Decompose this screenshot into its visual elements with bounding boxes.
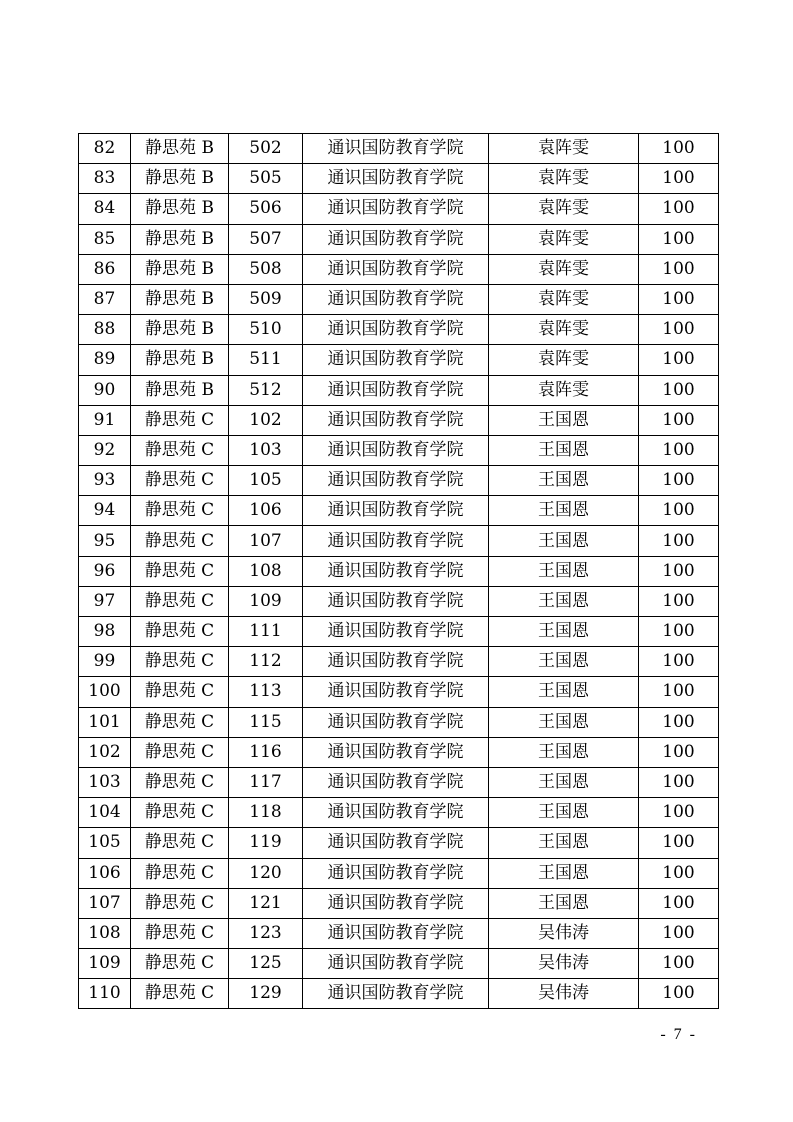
building-cell: 静思苑 C <box>131 707 229 737</box>
score-cell: 100 <box>639 798 719 828</box>
name-cell: 王国恩 <box>489 617 639 647</box>
score-cell: 100 <box>639 315 719 345</box>
row-number-cell: 84 <box>79 194 131 224</box>
room-cell: 121 <box>229 888 303 918</box>
room-cell: 103 <box>229 435 303 465</box>
building-cell: 静思苑 B <box>131 224 229 254</box>
room-cell: 111 <box>229 617 303 647</box>
row-number-cell: 92 <box>79 435 131 465</box>
table-row <box>79 466 719 496</box>
name-cell: 袁阵雯 <box>489 164 639 194</box>
building-cell: 静思苑 B <box>131 164 229 194</box>
score-cell: 100 <box>639 164 719 194</box>
building-cell: 静思苑 C <box>131 798 229 828</box>
building-cell: 静思苑 B <box>131 194 229 224</box>
table-body <box>79 134 719 1009</box>
table-row <box>79 918 719 948</box>
building-cell: 静思苑 C <box>131 767 229 797</box>
name-cell: 袁阵雯 <box>489 254 639 284</box>
row-number-cell: 106 <box>79 858 131 888</box>
name-cell: 袁阵雯 <box>489 375 639 405</box>
building-cell: 静思苑 C <box>131 677 229 707</box>
row-number-cell: 89 <box>79 345 131 375</box>
name-cell: 王国恩 <box>489 435 639 465</box>
name-cell: 王国恩 <box>489 556 639 586</box>
department-cell: 通识国防教育学院 <box>303 284 489 314</box>
score-cell: 100 <box>639 918 719 948</box>
department-cell: 通识国防教育学院 <box>303 164 489 194</box>
room-cell: 512 <box>229 375 303 405</box>
score-cell: 100 <box>639 586 719 616</box>
row-number-cell: 101 <box>79 707 131 737</box>
row-number-cell: 99 <box>79 647 131 677</box>
name-cell: 王国恩 <box>489 828 639 858</box>
table-row <box>79 134 719 164</box>
department-cell: 通识国防教育学院 <box>303 466 489 496</box>
name-cell: 王国恩 <box>489 405 639 435</box>
table-row <box>79 224 719 254</box>
name-cell: 袁阵雯 <box>489 194 639 224</box>
name-cell: 王国恩 <box>489 798 639 828</box>
table-row <box>79 586 719 616</box>
building-cell: 静思苑 C <box>131 617 229 647</box>
department-cell: 通识国防教育学院 <box>303 737 489 767</box>
room-cell: 115 <box>229 707 303 737</box>
name-cell: 王国恩 <box>489 888 639 918</box>
name-cell: 袁阵雯 <box>489 224 639 254</box>
score-cell: 100 <box>639 345 719 375</box>
row-number-cell: 97 <box>79 586 131 616</box>
building-cell: 静思苑 C <box>131 858 229 888</box>
room-cell: 102 <box>229 405 303 435</box>
score-cell: 100 <box>639 828 719 858</box>
score-cell: 100 <box>639 617 719 647</box>
table-row <box>79 254 719 284</box>
department-cell: 通识国防教育学院 <box>303 828 489 858</box>
score-cell: 100 <box>639 707 719 737</box>
score-cell: 100 <box>639 375 719 405</box>
table-row <box>79 375 719 405</box>
building-cell: 静思苑 B <box>131 254 229 284</box>
room-cell: 502 <box>229 134 303 164</box>
name-cell: 王国恩 <box>489 707 639 737</box>
building-cell: 静思苑 C <box>131 405 229 435</box>
department-cell: 通识国防教育学院 <box>303 949 489 979</box>
department-cell: 通识国防教育学院 <box>303 586 489 616</box>
name-cell: 王国恩 <box>489 466 639 496</box>
building-cell: 静思苑 B <box>131 134 229 164</box>
department-cell: 通识国防教育学院 <box>303 526 489 556</box>
score-cell: 100 <box>639 858 719 888</box>
name-cell: 王国恩 <box>489 496 639 526</box>
room-cell: 505 <box>229 164 303 194</box>
score-cell: 100 <box>639 979 719 1009</box>
table-row <box>79 767 719 797</box>
room-cell: 116 <box>229 737 303 767</box>
row-number-cell: 95 <box>79 526 131 556</box>
department-cell: 通识国防教育学院 <box>303 345 489 375</box>
score-cell: 100 <box>639 496 719 526</box>
room-cell: 129 <box>229 979 303 1009</box>
table-row <box>79 284 719 314</box>
department-cell: 通识国防教育学院 <box>303 134 489 164</box>
score-cell: 100 <box>639 405 719 435</box>
room-cell: 113 <box>229 677 303 707</box>
page-number: - 7 - <box>660 1026 697 1043</box>
table-row <box>79 194 719 224</box>
name-cell: 王国恩 <box>489 677 639 707</box>
row-number-cell: 100 <box>79 677 131 707</box>
table-row <box>79 677 719 707</box>
table-row <box>79 405 719 435</box>
building-cell: 静思苑 C <box>131 435 229 465</box>
table-row <box>79 496 719 526</box>
room-cell: 510 <box>229 315 303 345</box>
department-cell: 通识国防教育学院 <box>303 315 489 345</box>
department-cell: 通识国防教育学院 <box>303 224 489 254</box>
name-cell: 袁阵雯 <box>489 345 639 375</box>
name-cell: 王国恩 <box>489 526 639 556</box>
room-cell: 105 <box>229 466 303 496</box>
table-row <box>79 164 719 194</box>
score-cell: 100 <box>639 224 719 254</box>
name-cell: 王国恩 <box>489 586 639 616</box>
department-cell: 通识国防教育学院 <box>303 677 489 707</box>
table-row <box>79 979 719 1009</box>
department-cell: 通识国防教育学院 <box>303 617 489 647</box>
building-cell: 静思苑 C <box>131 918 229 948</box>
score-cell: 100 <box>639 556 719 586</box>
row-number-cell: 87 <box>79 284 131 314</box>
building-cell: 静思苑 B <box>131 284 229 314</box>
department-cell: 通识国防教育学院 <box>303 767 489 797</box>
dormitory-score-table <box>78 133 719 1009</box>
department-cell: 通识国防教育学院 <box>303 405 489 435</box>
room-cell: 106 <box>229 496 303 526</box>
table-row <box>79 888 719 918</box>
department-cell: 通识国防教育学院 <box>303 918 489 948</box>
score-cell: 100 <box>639 526 719 556</box>
department-cell: 通识国防教育学院 <box>303 979 489 1009</box>
score-cell: 100 <box>639 949 719 979</box>
building-cell: 静思苑 C <box>131 526 229 556</box>
building-cell: 静思苑 B <box>131 315 229 345</box>
row-number-cell: 110 <box>79 979 131 1009</box>
name-cell: 王国恩 <box>489 737 639 767</box>
building-cell: 静思苑 C <box>131 828 229 858</box>
score-cell: 100 <box>639 194 719 224</box>
table-row <box>79 737 719 767</box>
room-cell: 109 <box>229 586 303 616</box>
name-cell: 袁阵雯 <box>489 315 639 345</box>
department-cell: 通识国防教育学院 <box>303 647 489 677</box>
score-cell: 100 <box>639 466 719 496</box>
room-cell: 112 <box>229 647 303 677</box>
room-cell: 507 <box>229 224 303 254</box>
name-cell: 吴伟涛 <box>489 949 639 979</box>
room-cell: 117 <box>229 767 303 797</box>
department-cell: 通识国防教育学院 <box>303 194 489 224</box>
table-row <box>79 858 719 888</box>
score-cell: 100 <box>639 677 719 707</box>
department-cell: 通识国防教育学院 <box>303 375 489 405</box>
name-cell: 吴伟涛 <box>489 918 639 948</box>
room-cell: 120 <box>229 858 303 888</box>
score-cell: 100 <box>639 767 719 797</box>
document-page-body <box>78 133 718 1009</box>
room-cell: 108 <box>229 556 303 586</box>
building-cell: 静思苑 B <box>131 345 229 375</box>
row-number-cell: 82 <box>79 134 131 164</box>
table-row <box>79 798 719 828</box>
room-cell: 123 <box>229 918 303 948</box>
row-number-cell: 104 <box>79 798 131 828</box>
building-cell: 静思苑 C <box>131 466 229 496</box>
row-number-cell: 107 <box>79 888 131 918</box>
department-cell: 通识国防教育学院 <box>303 858 489 888</box>
table-row <box>79 617 719 647</box>
score-cell: 100 <box>639 134 719 164</box>
building-cell: 静思苑 C <box>131 949 229 979</box>
row-number-cell: 94 <box>79 496 131 526</box>
row-number-cell: 98 <box>79 617 131 647</box>
room-cell: 119 <box>229 828 303 858</box>
row-number-cell: 96 <box>79 556 131 586</box>
row-number-cell: 102 <box>79 737 131 767</box>
row-number-cell: 93 <box>79 466 131 496</box>
table-row <box>79 707 719 737</box>
name-cell: 王国恩 <box>489 767 639 797</box>
building-cell: 静思苑 C <box>131 979 229 1009</box>
department-cell: 通识国防教育学院 <box>303 254 489 284</box>
score-cell: 100 <box>639 254 719 284</box>
score-cell: 100 <box>639 737 719 767</box>
room-cell: 509 <box>229 284 303 314</box>
table-row <box>79 435 719 465</box>
room-cell: 125 <box>229 949 303 979</box>
department-cell: 通识国防教育学院 <box>303 798 489 828</box>
room-cell: 107 <box>229 526 303 556</box>
name-cell: 王国恩 <box>489 647 639 677</box>
row-number-cell: 103 <box>79 767 131 797</box>
room-cell: 118 <box>229 798 303 828</box>
department-cell: 通识国防教育学院 <box>303 707 489 737</box>
score-cell: 100 <box>639 888 719 918</box>
score-cell: 100 <box>639 435 719 465</box>
table-row <box>79 828 719 858</box>
row-number-cell: 90 <box>79 375 131 405</box>
row-number-cell: 85 <box>79 224 131 254</box>
row-number-cell: 91 <box>79 405 131 435</box>
row-number-cell: 88 <box>79 315 131 345</box>
department-cell: 通识国防教育学院 <box>303 888 489 918</box>
department-cell: 通识国防教育学院 <box>303 435 489 465</box>
row-number-cell: 105 <box>79 828 131 858</box>
score-cell: 100 <box>639 647 719 677</box>
room-cell: 511 <box>229 345 303 375</box>
room-cell: 508 <box>229 254 303 284</box>
name-cell: 王国恩 <box>489 858 639 888</box>
row-number-cell: 86 <box>79 254 131 284</box>
department-cell: 通识国防教育学院 <box>303 496 489 526</box>
table-row <box>79 526 719 556</box>
table-row <box>79 647 719 677</box>
table-row <box>79 315 719 345</box>
building-cell: 静思苑 C <box>131 586 229 616</box>
department-cell: 通识国防教育学院 <box>303 556 489 586</box>
table-row <box>79 556 719 586</box>
name-cell: 吴伟涛 <box>489 979 639 1009</box>
score-cell: 100 <box>639 284 719 314</box>
row-number-cell: 109 <box>79 949 131 979</box>
name-cell: 袁阵雯 <box>489 134 639 164</box>
table-row <box>79 949 719 979</box>
room-cell: 506 <box>229 194 303 224</box>
building-cell: 静思苑 C <box>131 888 229 918</box>
table-row <box>79 345 719 375</box>
row-number-cell: 83 <box>79 164 131 194</box>
building-cell: 静思苑 C <box>131 737 229 767</box>
building-cell: 静思苑 C <box>131 556 229 586</box>
building-cell: 静思苑 B <box>131 375 229 405</box>
building-cell: 静思苑 C <box>131 496 229 526</box>
row-number-cell: 108 <box>79 918 131 948</box>
name-cell: 袁阵雯 <box>489 284 639 314</box>
building-cell: 静思苑 C <box>131 647 229 677</box>
